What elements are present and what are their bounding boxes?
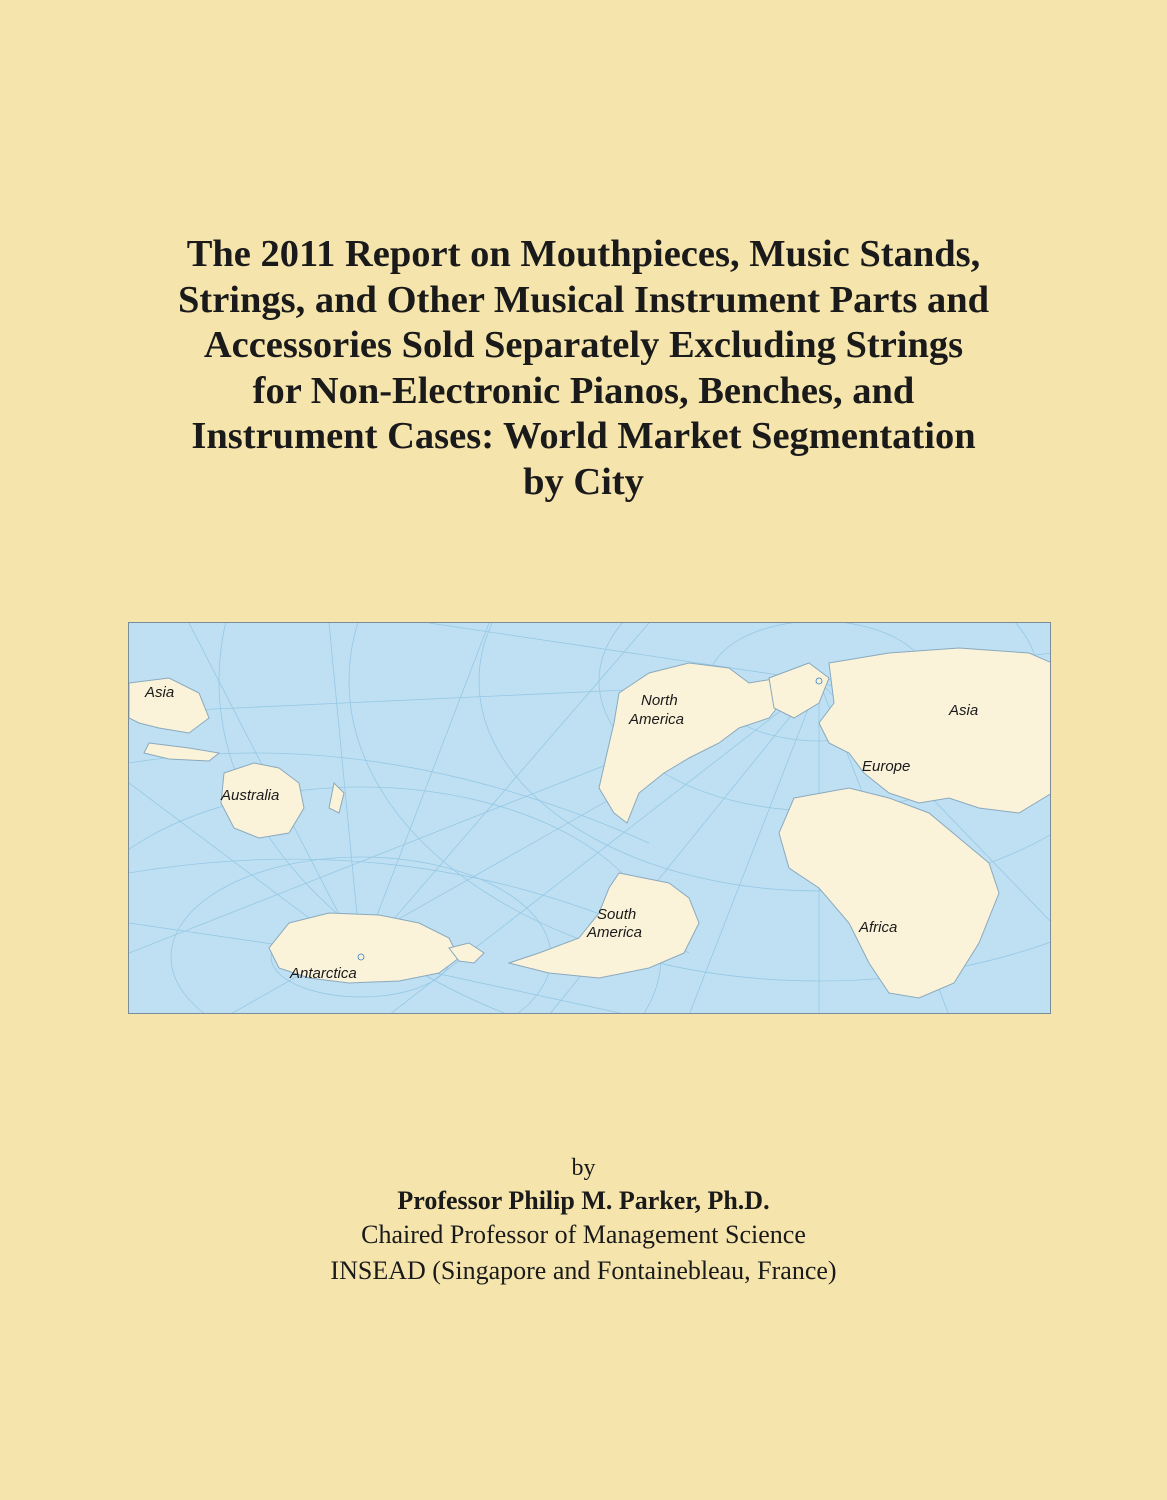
map-label-asia-east: Asia [949, 702, 979, 719]
book-title [60, 232, 1107, 505]
by-label: by [571, 1155, 596, 1181]
map-label-europe: Europe [862, 758, 911, 775]
title-line: by City [523, 460, 644, 503]
title-line: Instrument Cases: World Market Segmentation [191, 415, 976, 457]
title-line: Accessories Sold Separately Excluding Strings [203, 324, 964, 366]
title-line: for Non-Electronic Pianos, Benches, and [252, 369, 915, 412]
map-label-australia: Australia [221, 787, 280, 804]
author-position: Chaired Professor of Management Science [361, 1220, 806, 1249]
map-label-north-america-1: North [641, 692, 678, 709]
title-line: The 2011 Report on Mouthpieces, Music Stands, [186, 233, 981, 275]
author-name: Professor Philip M. Parker, Ph.D. [397, 1186, 770, 1215]
author-affiliation: INSEAD (Singapore and Fontainebleau, France) [330, 1256, 837, 1285]
map-label-south-america-1: South [597, 906, 637, 923]
map-label-africa: Africa [859, 919, 898, 936]
world-map-graphic [129, 623, 1051, 1014]
map-label-south-america-2: America [587, 924, 643, 941]
map-label-north-america-2: America [629, 711, 685, 728]
map-label-antarctica: Antarctica [290, 965, 357, 982]
map-label-asia-west: Asia [145, 684, 175, 701]
world-map [128, 622, 1051, 1014]
title-line: Strings, and Other Musical Instrument Parts and [177, 278, 990, 321]
